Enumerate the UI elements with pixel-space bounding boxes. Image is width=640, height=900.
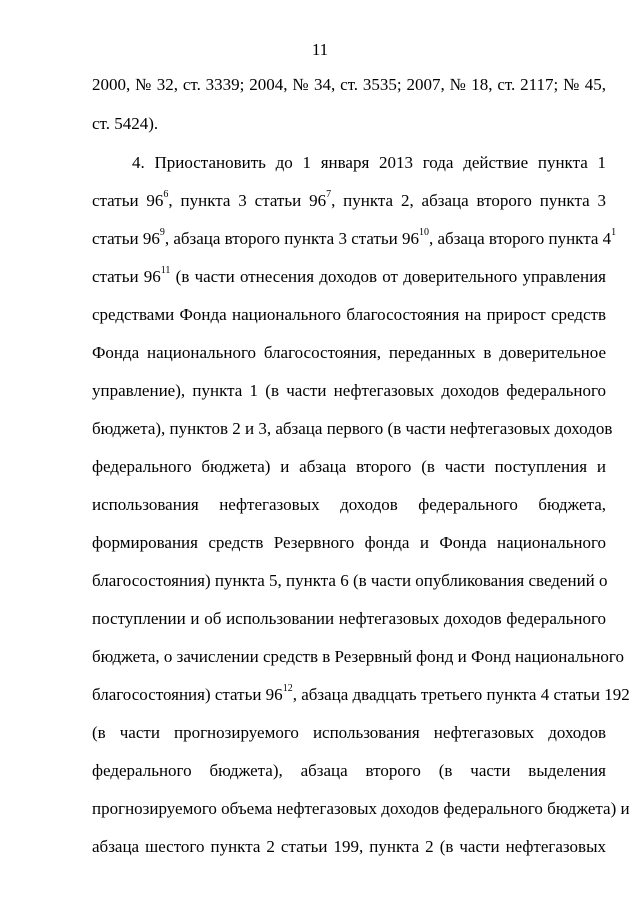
text-line-13: формирования средств Резервного фонда и Фонда национального [92,533,606,552]
text-line-2: ст. 5424). [92,114,159,133]
text-line-1: 2000, № 32, ст. 3339; 2004, № 34, ст. 3535; 2007, № 18, ст. 2117; № 45, [92,75,606,94]
text-line-17: благосостояния) статьи $96^{12}$, абзаца двадцать третьего пункта 4 статьи 192 [92,683,630,704]
text-line-16: бюджета, о зачислении средств в Резервный фонд и Фонд национального [92,647,624,666]
text-line-3: 4. Приостановить до 1 января 2013 года действие пункта 1 [132,153,606,172]
page-number: 11 [311,40,329,59]
text-line-6: статьи $96^{11}$ (в части отнесения доходов от доверительного управления [92,265,606,286]
text-line-5: статьи $96^9$, абзаца второго пункта 3 статьи $96^{10}$, абзаца второго пункта $4^1$ [92,227,617,248]
text-line-10: бюджета), пунктов 2 и 3, абзаца первого (в части нефтегазовых доходов [92,419,613,438]
text-line-4: статьи $96^6$, пункта 3 статьи $96^7$, пункта 2, абзаца второго пункта 3 [92,189,606,210]
text-line-9: управление), пункта 1 (в части нефтегазовых доходов федерального [92,381,606,400]
text-line-20: прогнозируемого объема нефтегазовых доходов федерального бюджета) и [92,799,630,818]
text-line-12: использования нефтегазовых доходов федерального бюджета, [92,495,606,514]
text-line-21: абзаца шестого пункта 2 статьи 199, пункта 2 (в части нефтегазовых [92,837,606,856]
text-line-18: (в части прогнозируемого использования нефтегазовых доходов [92,723,606,742]
text-line-15: поступлении и об использовании нефтегазовых доходов федерального [92,609,606,628]
text-line-8: Фонда национального благосостояния, переданных в доверительное [92,343,606,362]
text-line-19: федерального бюджета), абзаца второго (в части выделения [92,761,606,780]
text-line-7: средствами Фонда национального благосостояния на прирост средств [92,305,606,324]
text-line-14: благосостояния) пункта 5, пункта 6 (в части опубликования сведений о [92,571,608,590]
text-line-11: федерального бюджета) и абзаца второго (в части поступления и [92,457,606,476]
